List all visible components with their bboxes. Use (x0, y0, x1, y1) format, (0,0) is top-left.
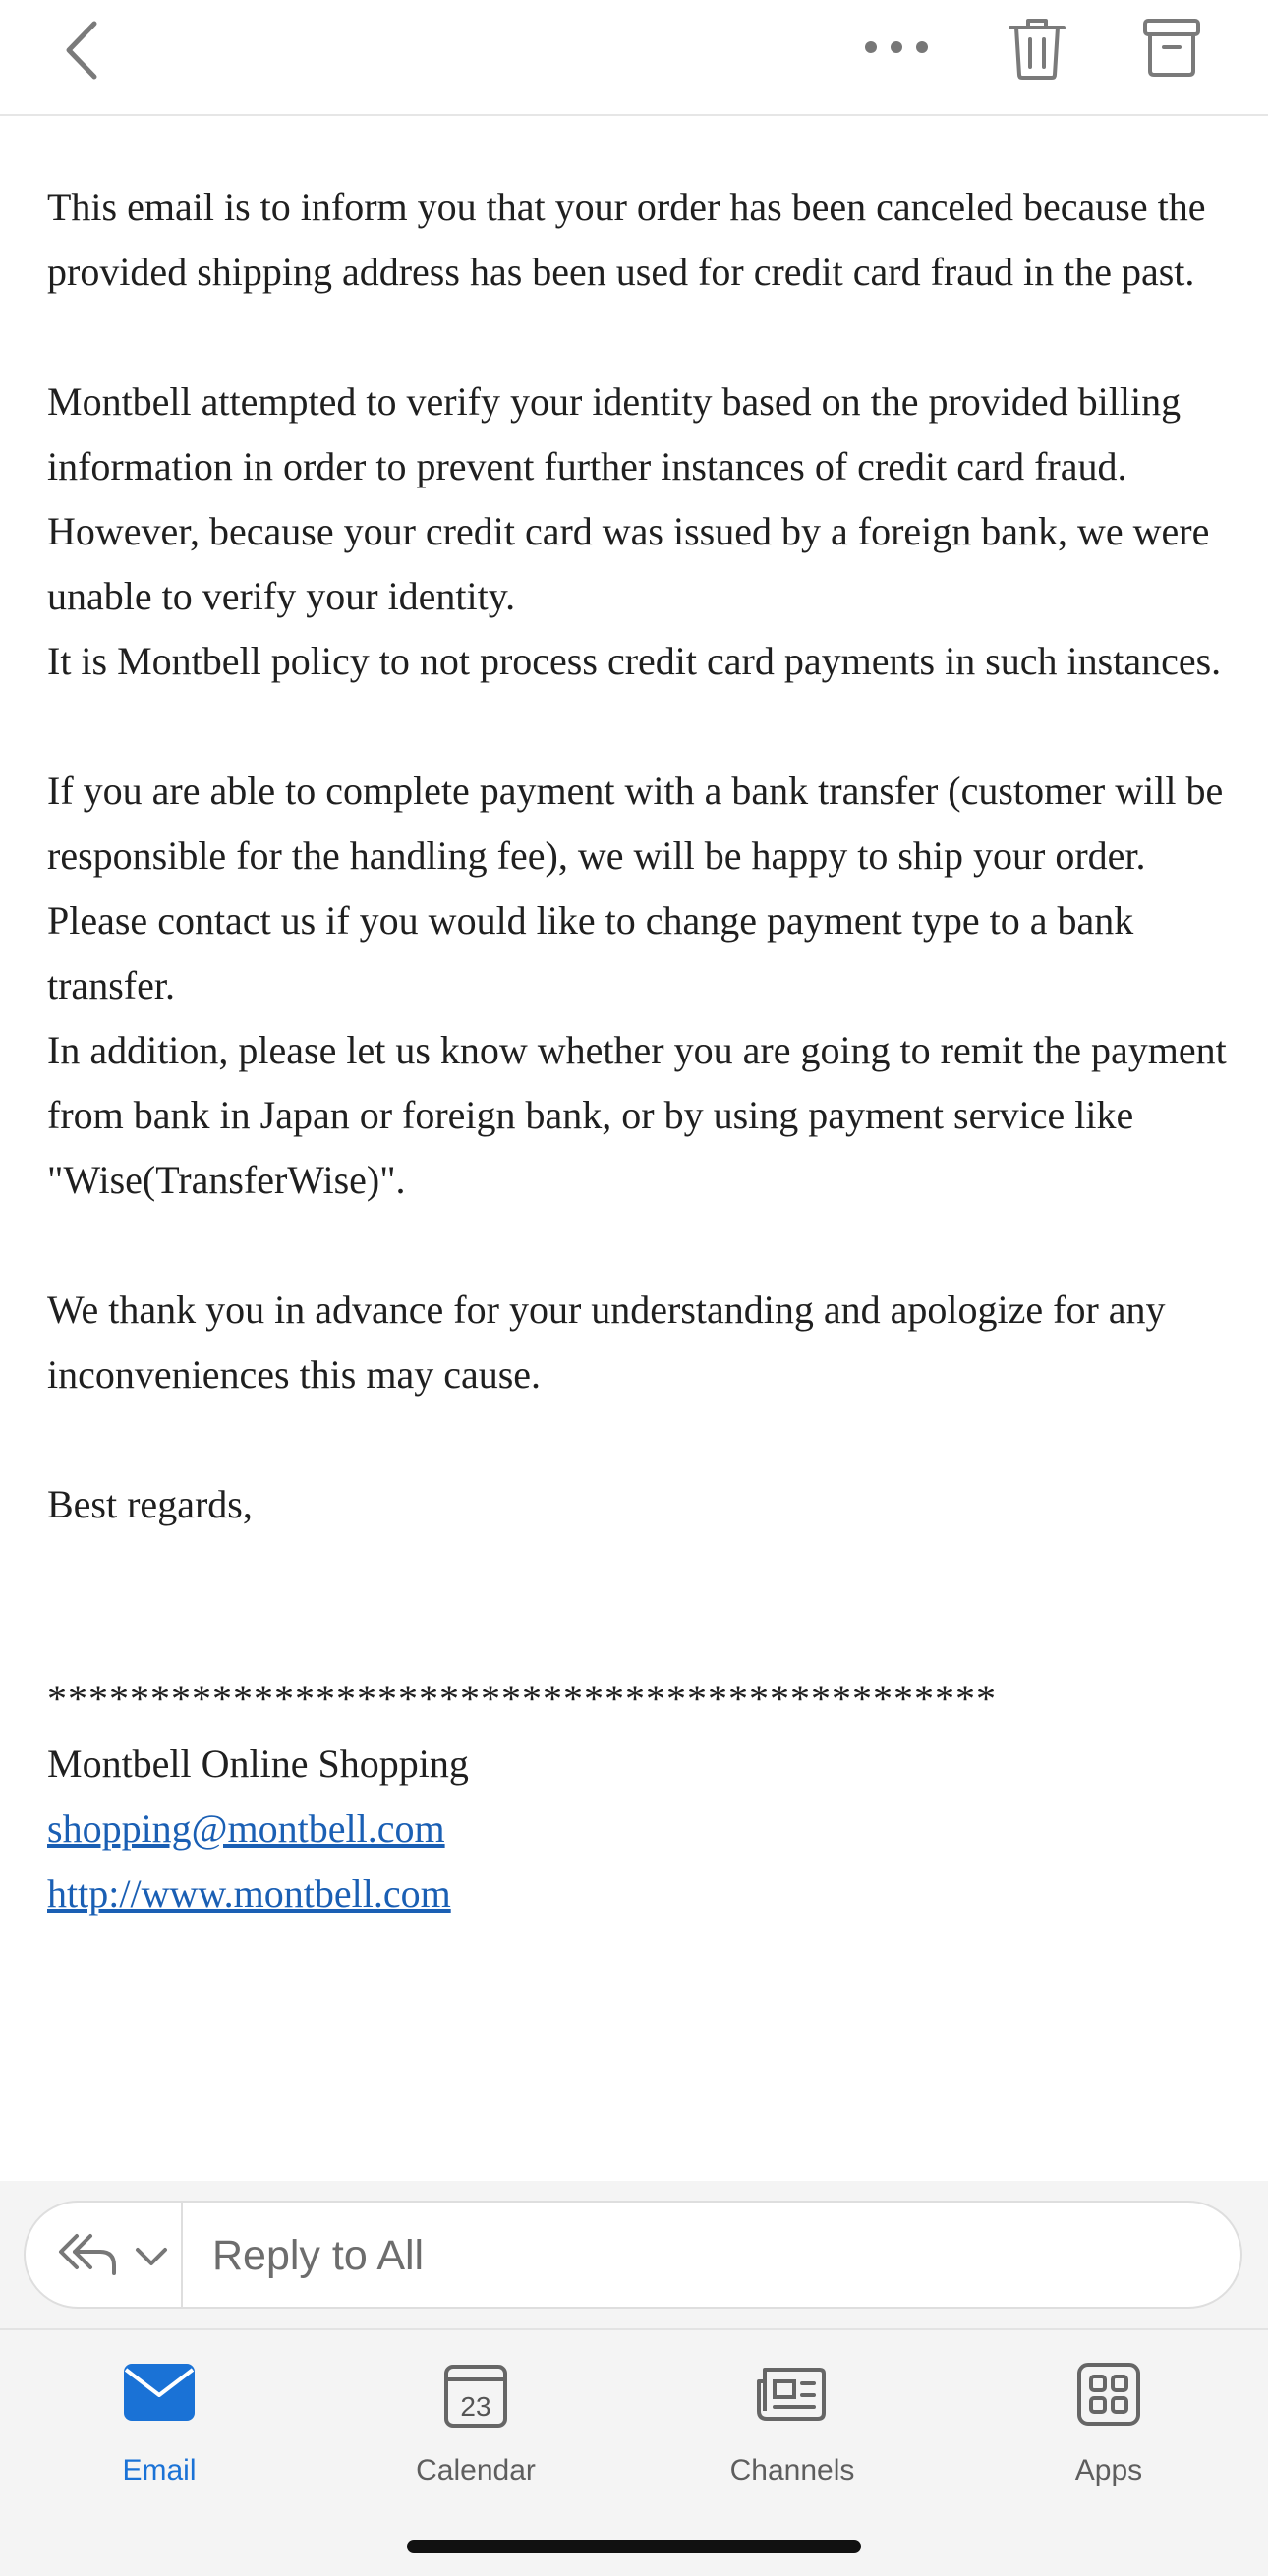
email-paragraph: In addition, please let us know whether you are going to remit the payment from bank in Japan or foreign bank, or by using payment service like "Wise(TransferWise)". (47, 1028, 1227, 1202)
tab-channels[interactable] (694, 2352, 891, 2490)
top-toolbar (0, 0, 1268, 116)
email-paragraph: This email is to inform you that your order has been canceled because the provided shipping address has been used for credit card fraud in the past. (47, 185, 1206, 294)
tab-label: Calendar (416, 2454, 536, 2487)
signature-email-link[interactable]: shopping@montbell.com (47, 1806, 445, 1851)
reply-all-icon (55, 2230, 124, 2279)
email-closing: Best regards, (47, 1482, 253, 1526)
tab-calendar[interactable] (377, 2352, 574, 2490)
email-paragraph: Montbell attempted to verify your identity based on the provided billing information in order to prevent further instances of credit card fraud. (47, 379, 1182, 488)
more-horizontal-icon (861, 35, 932, 59)
reply-mode-button[interactable] (26, 2203, 183, 2307)
reply-bar (0, 2181, 1268, 2328)
chevron-left-icon (59, 18, 108, 83)
email-paragraph: It is Montbell policy to not process credit card payments in such instances. (47, 639, 1222, 683)
signature-rule: ********************************************** (47, 1677, 997, 1721)
reply-input[interactable]: Reply to All (212, 2232, 425, 2279)
channels-icon (755, 2362, 830, 2423)
email-paragraph: If you are able to complete payment with a bank transfer (customer will be responsible for the handling fee), we will be happy to ship your order. (47, 769, 1224, 878)
tab-label: Channels (729, 2454, 855, 2487)
tab-apps[interactable] (1010, 2352, 1207, 2490)
email-body (47, 175, 1227, 1926)
archive-button[interactable] (1142, 18, 1201, 79)
tab-email[interactable] (61, 2352, 258, 2490)
reply-box (24, 2201, 1242, 2309)
email-paragraph: We thank you in advance for your understanding and apologize for any inconveniences this may cause. (47, 1288, 1166, 1397)
trash-icon (1007, 16, 1067, 81)
delete-button[interactable] (1007, 16, 1067, 81)
email-paragraph: Please contact us if you would like to change payment type to a bank transfer. (47, 898, 1134, 1007)
archive-icon (1142, 18, 1201, 79)
apps-grid-icon (1076, 2362, 1141, 2427)
home-indicator (407, 2540, 861, 2553)
tab-label: Apps (1074, 2454, 1143, 2487)
chevron-down-icon (134, 2246, 169, 2269)
mail-icon (122, 2362, 197, 2423)
more-button[interactable] (861, 35, 932, 59)
email-paragraph: However, because your credit card was issued by a foreign bank, we were unable to verify your identity. (47, 509, 1210, 618)
tab-label: Email (122, 2454, 197, 2487)
back-button[interactable] (59, 18, 108, 83)
signature-name: Montbell Online Shopping (47, 1742, 469, 1786)
signature-url-link[interactable]: http://www.montbell.com (47, 1871, 451, 1916)
calendar-day: 23 (460, 2391, 491, 2422)
